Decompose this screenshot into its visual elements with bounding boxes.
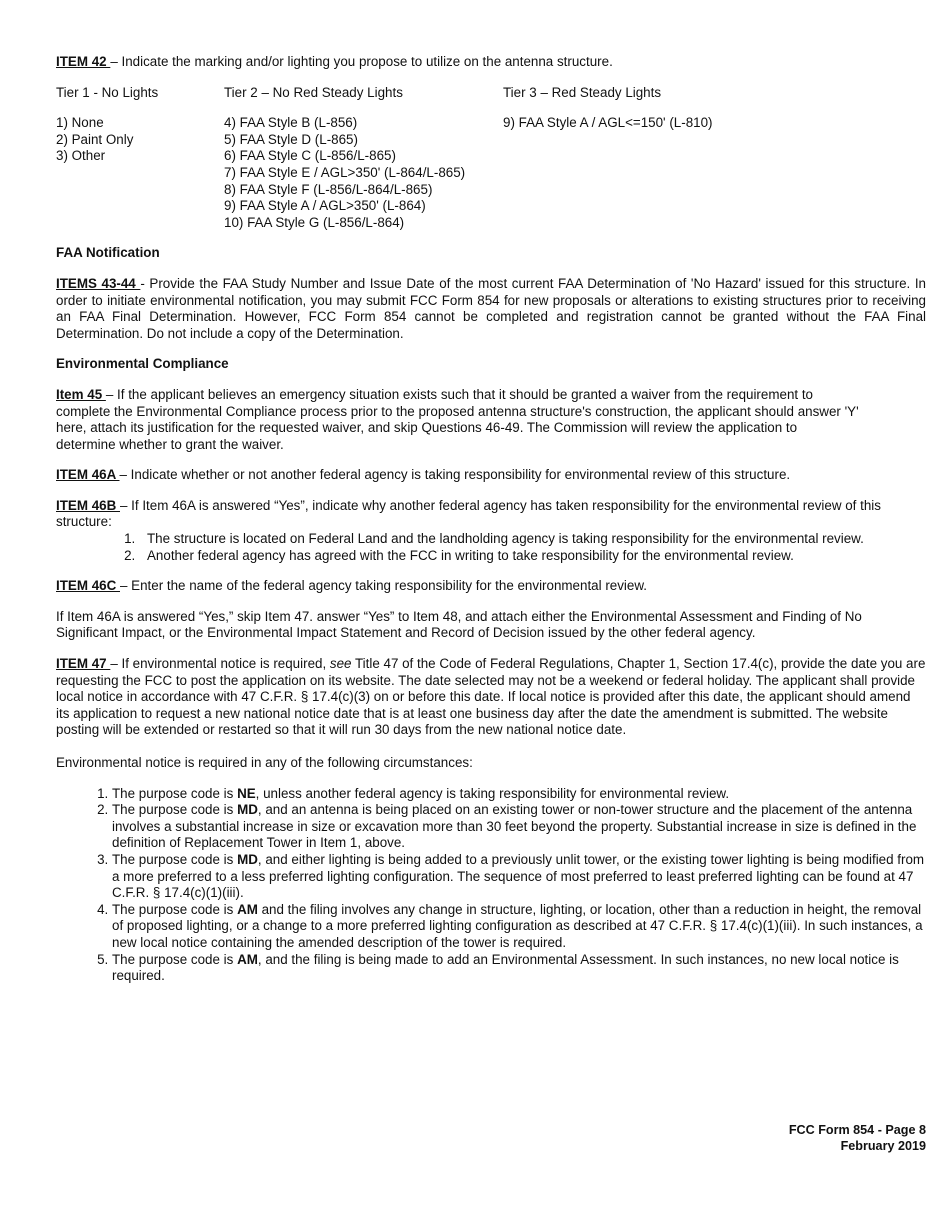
purpose-code: AM: [237, 951, 258, 967]
item-46a-label: ITEM 46A: [56, 467, 120, 483]
item-42-label: ITEM 42: [56, 54, 111, 69]
tier-1-option: 1) None: [56, 115, 104, 131]
circ-pre: The purpose code is: [112, 802, 238, 818]
list-item: 2. Another federal agency has agreed with the FCC in writing to take responsibility for the environmental review.: [139, 548, 926, 565]
circumstances-intro: Environmental notice is required in any of the following circumstances:: [56, 755, 473, 770]
item-46b-list: [56, 531, 926, 564]
tier-3-option: 9) FAA Style A / AGL<=150' (L-810): [503, 115, 713, 131]
purpose-code: AM: [237, 901, 258, 917]
list-item: [112, 802, 926, 852]
list-item: [112, 902, 926, 952]
list-item: [112, 952, 926, 985]
list-item: 1. The structure is located on Federal Land and the landholding agency is taking responsibility for the environmental review.: [139, 531, 926, 548]
item-45-line: complete the Environmental Compliance process prior to the proposed antenna structure's construction, the applicant should answer 'Y': [56, 403, 859, 419]
tier-3-heading: Tier 3 – Red Steady Lights: [503, 84, 662, 100]
item-46c-paragraph: [56, 578, 926, 595]
environmental-compliance-heading: Environmental Compliance: [56, 356, 229, 372]
items-43-44-label: ITEMS 43-44: [56, 275, 141, 291]
item-45-paragraph: [56, 387, 926, 453]
list-item: [112, 786, 926, 803]
item-42-paragraph: [56, 54, 926, 71]
items-43-44-paragraph: [56, 276, 926, 342]
lighting-tiers: [56, 85, 926, 232]
circ-pre: The purpose code is: [112, 785, 238, 801]
circ-post: , and the filing is being made to add an Environmental Assessment. In such instances, no new local notice is required.: [112, 951, 899, 984]
tier-2-column: [224, 85, 503, 232]
footer-form-page: FCC Form 854 - Page 8: [788, 1123, 926, 1137]
circ-pre: The purpose code is: [112, 851, 238, 867]
page-footer: [789, 1123, 926, 1154]
item-46b-paragraph: [56, 498, 926, 531]
circ-post: and the filing involves any change in structure, lighting, or location, other than a reduction in height, the removal of proposed lighting, or a change to a more preferred lighting configuration as described at 47 C.F.R. § 17.4(c)(1)(iii). In such instances, a new local notice containing the amended description of the tower is required.: [112, 901, 923, 950]
item-47-paragraph: [56, 656, 926, 739]
tier-2-option: 7) FAA Style E / AGL>350' (L-864/L-865): [224, 164, 466, 180]
item-45-line: here, attach its justification for the requested waiver, and skip Questions 46-49. The Commission will review the application to: [56, 420, 798, 436]
purpose-code: MD: [237, 802, 258, 818]
item-47-see: see: [329, 656, 352, 672]
faa-notification-heading: FAA Notification: [56, 245, 160, 261]
item-45-label: Item 45: [56, 386, 106, 402]
tier-2-option: 6) FAA Style C (L-856/L-865): [224, 148, 396, 164]
purpose-code: NE: [237, 785, 256, 801]
tier-1-option: 3) Other: [56, 148, 106, 164]
circumstances-list: [56, 786, 926, 985]
item-46c-label: ITEM 46C: [56, 578, 120, 594]
circ-post: , unless another federal agency is taking responsibility for environmental review.: [255, 785, 730, 801]
list-item: [112, 852, 926, 902]
circ-pre: The purpose code is: [112, 951, 238, 967]
item-46b-label: ITEM 46B: [56, 497, 120, 513]
tier-1-heading: Tier 1 - No Lights: [56, 84, 159, 100]
tier-1-column: [56, 85, 224, 232]
tier-2-heading: Tier 2 – No Red Steady Lights: [224, 84, 403, 100]
tier-2-option: 4) FAA Style B (L-856): [224, 115, 358, 131]
tier-3-column: [503, 85, 926, 232]
item-46a-paragraph: [56, 467, 926, 484]
item-46b-text: – If Item 46A is answered “Yes”, indicate why another federal agency has taken responsibility for the environmental review of this structure:: [56, 497, 881, 530]
items-43-44-text: - Provide the FAA Study Number and Issue Date of the most current FAA Determination of 'No Hazard' issued for this structure. In order to initiate environmental notification, you may submit FCC Form 854 for new proposals or alterations to existing structures prior to receiving an FAA Final Determination. However, FCC Form 854 cannot be completed and registration cannot be granted without the FAA Final Determination. Do not include a copy of the Determination.: [56, 275, 926, 341]
circ-post: , and an antenna is being placed on an existing tower or non-tower structure and the placement of the antenna involves a substantial increase in size or excavation more than 30 feet beyond the property. Substantial increase in size is defined in the definition of Replacement Tower in Item 1, above.: [112, 802, 917, 851]
item-42-text: – Indicate the marking and/or lighting you propose to utilize on the antenna structure.: [110, 54, 613, 69]
circ-pre: The purpose code is: [112, 901, 238, 917]
item-47-label: ITEM 47: [56, 656, 111, 672]
circ-post: , and either lighting is being added to a previously unlit tower, or the existing tower lighting is being modified from a more preferred to a less preferred lighting configuration. The sequence of most preferred to least preferred lighting can be found at 47 C.F.R. § 17.4(c)(1)(iii).: [112, 851, 925, 901]
item-46-note: If Item 46A is answered “Yes,” skip Item 47. answer “Yes” to Item 48, and attach either the Environmental Assessment and Finding of No Significant Impact, or the Environmental Impact Statement and Record of Decision issued by the other federal agency.: [56, 608, 862, 641]
footer-date: February 2019: [840, 1138, 926, 1153]
tier-1-option: 2) Paint Only: [56, 131, 134, 147]
tier-2-option: 8) FAA Style F (L-856/L-864/L-865): [224, 181, 433, 197]
purpose-code: MD: [237, 851, 258, 867]
tier-2-option: 9) FAA Style A / AGL>350' (L-864): [224, 198, 426, 214]
item-46c-text: – Enter the name of the federal agency taking responsibility for the environmental review.: [120, 578, 647, 594]
item-47-text-post: Title 47 of the Code of Federal Regulations, Chapter 1, Section 17.4(c), provide the date you are requesting the FCC to post the application on its website. The date selected may not be a weekend or federal holiday. The applicant shall provide local notice in accordance with 47 C.F.R. § 17.4(c)(3) on or before this date. If local notice is provided after this date, the applicant should amend its application to request a new national notice date that is at least one business day after the date the amendment is submitted. The website posting will be extended or restarted so that it will run 30 days from the new national notice date.: [56, 656, 926, 738]
item-46a-text: – Indicate whether or not another federal agency is taking responsibility for environmental review of this structure.: [119, 467, 791, 483]
tier-2-option: 5) FAA Style D (L-865): [224, 131, 358, 147]
item-45-line: determine whether to grant the waiver.: [56, 436, 284, 452]
item-45-line: – If the applicant believes an emergency situation exists such that it should be granted a waiver from the requirement to: [105, 386, 813, 402]
tier-2-option: 10) FAA Style G (L-856/L-864): [224, 214, 405, 230]
item-47-text-pre: – If environmental notice is required,: [110, 656, 330, 672]
